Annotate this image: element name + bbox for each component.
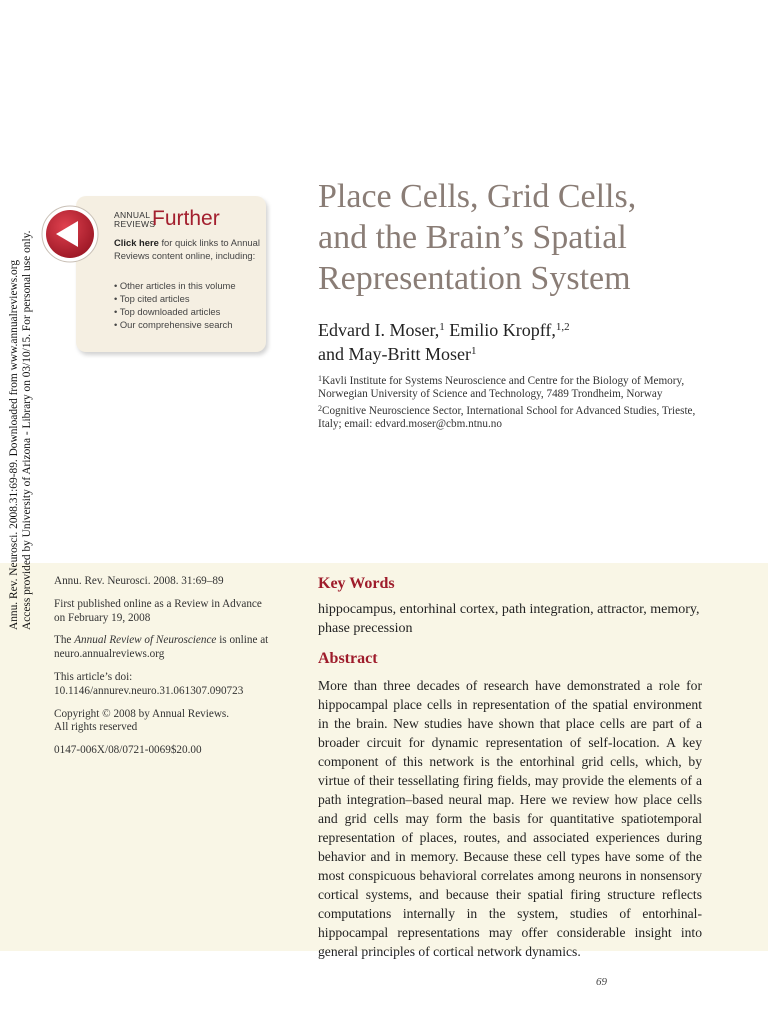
- article-title: Place Cells, Grid Cells, and the Brain’s Spatial Representation System: [318, 178, 637, 297]
- back-arrow-icon[interactable]: [40, 204, 100, 264]
- key-words: hippocampus, entorhinal cortex, path integration, attractor, memory, phase precession: [318, 602, 700, 636]
- further-item-top-downloaded[interactable]: • Top downloaded articles: [114, 305, 236, 318]
- abstract-text: More than three decades of research have demonstrated a role for hippocampal place cells in representation of the spatial environment in the brain. New studies have shown that place cells are part of a broader circuit for dynamic representation of self-location. A key component of this network is the entorhinal grid cells, which, by virtue of their tessellating firing fields, may provide the elements of a path integration–based neural map. Here we review how place cells and grid cells may form the basis for quantitative spatiotemporal representation of places, routes, and associated experiences during behavior and in memory. Because these cell types have some of the most conspicuous behavioral correlates among neurons in nonsensory cortical systems, and because their spatial firing structure reflects computations internally in the system, studies of entorhinal-hippocampal representations may offer considerable insight into general principles of cortical network dynamics.: [318, 678, 702, 959]
- authors: Edvard I. Moser,$^1$ Emilio Kropff,$^{1,2}$ and May-Britt Moser$^1$: [318, 320, 570, 364]
- further-description: Click here for quick links to Annual Reviews content online, including:: [114, 237, 260, 261]
- first-published: First published online as a Review in Advance on February 19, 2008: [54, 597, 262, 624]
- issn: 0147-006X/08/0721-0069$20.00: [54, 744, 202, 757]
- author-emilio-kropff: Emilio Kropff,: [444, 320, 556, 340]
- affiliation-1: $^1$Kavli Institute for Systems Neuroscience and Centre for the Biology of Memory, Norwegian University of Science and Technology, 7489 Trondheim, Norway: [318, 374, 685, 401]
- citation: Annu. Rev. Neurosci. 2008. 31:69–89: [54, 575, 224, 587]
- doi-value[interactable]: 10.1146/annurev.neuro.31.061307.090723: [54, 684, 244, 697]
- page-number: 69: [596, 976, 607, 988]
- author-edvard-moser: Edvard I. Moser,: [318, 320, 440, 340]
- article-meta: [54, 575, 274, 767]
- further-box[interactable]: [76, 196, 266, 352]
- affiliations: [318, 375, 718, 435]
- brand-small-text: ANNUAL REVIEWS: [114, 210, 156, 229]
- affiliation-2: $^2$Cognitive Neuroscience Sector, International School for Advanced Studies, Trieste, Italy; email: edvard.moser@cbm.ntnu.no: [318, 403, 696, 431]
- copyright: Copyright © 2008 by Annual Reviews. All rights reserved: [54, 707, 230, 734]
- click-here-link[interactable]: Click here: [114, 237, 159, 248]
- further-item-other-articles[interactable]: • Other articles in this volume: [114, 279, 236, 292]
- download-stamp-line-2: Access provided by University of Arizona - Library on 03/10/15. For personal use only.: [21, 230, 33, 630]
- further-item-top-cited[interactable]: • Top cited articles: [114, 292, 236, 305]
- doi: This article’s doi: 10.1146/annurev.neuro.31.061307.090723: [54, 670, 244, 697]
- download-stamp-line-1: Annu. Rev. Neurosci. 2008.31:69-89. Downloaded from www.annualreviews.org: [8, 259, 20, 630]
- further-list: [114, 279, 236, 331]
- online-at: The Annual Review of Neuroscience is online at neuro.annualreviews.org: [54, 634, 269, 661]
- journal-name: Annual Review of Neuroscience: [74, 634, 217, 647]
- abstract-heading: Abstract: [318, 650, 378, 667]
- brand-further: Further: [152, 207, 220, 230]
- further-item-search[interactable]: • Our comprehensive search: [114, 318, 236, 331]
- key-words-heading: Key Words: [318, 575, 395, 592]
- author-may-britt-moser: and May-Britt Moser: [318, 344, 471, 364]
